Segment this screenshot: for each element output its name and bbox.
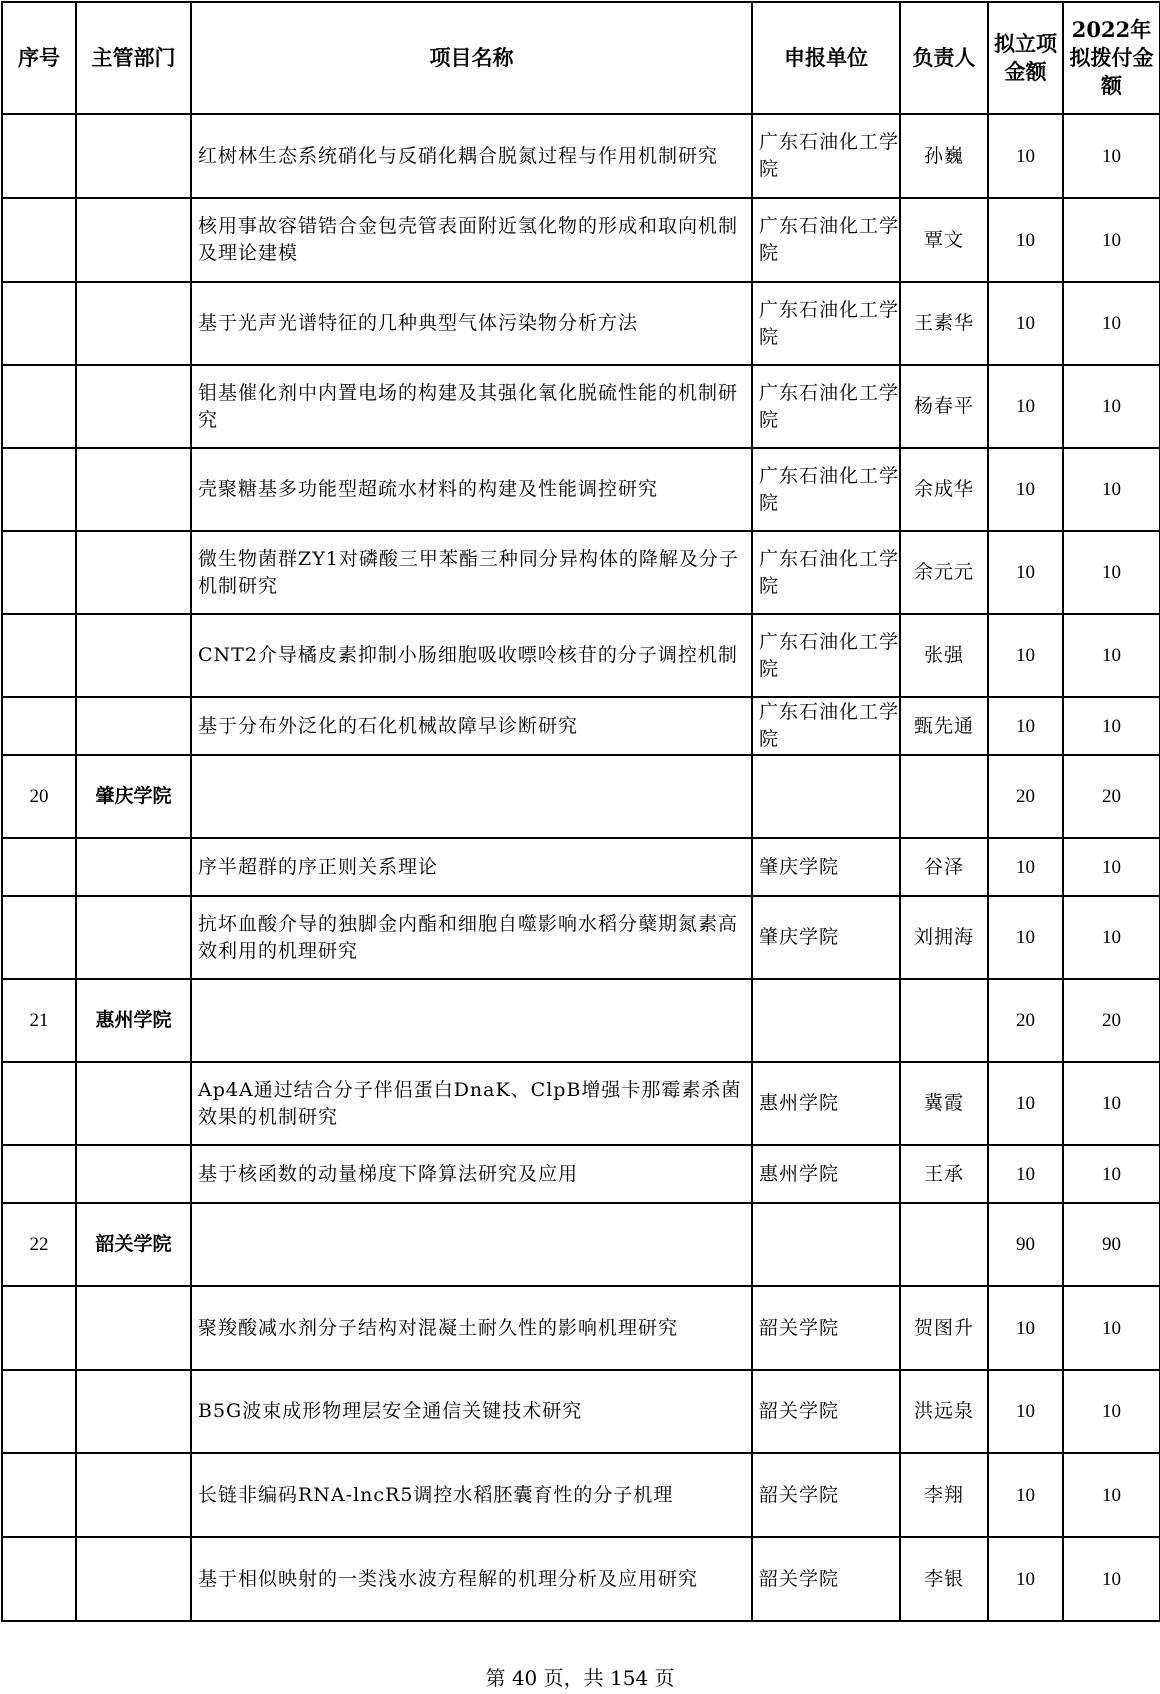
cell-person: 孙巍 bbox=[900, 114, 988, 198]
cell-pay2022: 10 bbox=[1063, 838, 1160, 896]
table-row bbox=[2, 838, 1160, 896]
cell-project-name: 长链非编码RNA-lncR5调控水稻胚囊育性的分子机理 bbox=[191, 1453, 752, 1537]
cell-unit: 韶关学院 bbox=[752, 1453, 900, 1537]
cell-amount: 10 bbox=[988, 531, 1063, 614]
table-row bbox=[2, 1145, 1160, 1203]
cell-unit: 韶关学院 bbox=[752, 1537, 900, 1621]
page-footer: 第 40 页，共 154 页 bbox=[485, 1666, 675, 1690]
header-amount: 拟立项金额 bbox=[988, 2, 1063, 114]
cell-seq bbox=[2, 697, 76, 755]
cell-unit: 肇庆学院 bbox=[752, 896, 900, 979]
cell-dept bbox=[76, 198, 191, 282]
header-person: 负责人 bbox=[900, 2, 988, 114]
cell-unit: 广东石油化工学院 bbox=[752, 448, 900, 531]
cell-amount: 10 bbox=[988, 1370, 1063, 1453]
cell-pay2022: 10 bbox=[1063, 1286, 1160, 1370]
cell-dept bbox=[76, 896, 191, 979]
cell-amount: 10 bbox=[988, 448, 1063, 531]
cell-project-name: 核用事故容错锆合金包壳管表面附近氢化物的形成和取向机制及理论建模 bbox=[191, 198, 752, 282]
table-row bbox=[2, 1370, 1160, 1453]
cell-person: 余元元 bbox=[900, 531, 988, 614]
funding-table bbox=[1, 1, 1160, 1622]
cell-seq bbox=[2, 114, 76, 198]
cell-pay2022: 10 bbox=[1063, 282, 1160, 365]
cell-seq: 21 bbox=[2, 979, 76, 1062]
cell-unit bbox=[752, 755, 900, 838]
cell-dept bbox=[76, 1537, 191, 1621]
cell-unit: 广东石油化工学院 bbox=[752, 198, 900, 282]
table-row bbox=[2, 198, 1160, 282]
cell-person bbox=[900, 755, 988, 838]
cell-seq bbox=[2, 1453, 76, 1537]
cell-person: 贺图升 bbox=[900, 1286, 988, 1370]
cell-amount: 10 bbox=[988, 1062, 1063, 1145]
cell-seq bbox=[2, 896, 76, 979]
cell-amount: 10 bbox=[988, 114, 1063, 198]
cell-person bbox=[900, 1203, 988, 1286]
cell-amount: 90 bbox=[988, 1203, 1063, 1286]
cell-pay2022: 90 bbox=[1063, 1203, 1160, 1286]
cell-project-name bbox=[191, 979, 752, 1062]
cell-project-name: CNT2介导橘皮素抑制小肠细胞吸收嘌呤核苷的分子调控机制 bbox=[191, 614, 752, 697]
table-body bbox=[2, 114, 1160, 1621]
table-row bbox=[2, 531, 1160, 614]
cell-person: 杨春平 bbox=[900, 365, 988, 448]
cell-seq bbox=[2, 1537, 76, 1621]
cell-seq bbox=[2, 1370, 76, 1453]
header-name: 项目名称 bbox=[191, 2, 752, 114]
cell-project-name: 基于分布外泛化的石化机械故障早诊断研究 bbox=[191, 697, 752, 755]
cell-seq bbox=[2, 531, 76, 614]
cell-dept bbox=[76, 365, 191, 448]
cell-dept bbox=[76, 448, 191, 531]
cell-person bbox=[900, 979, 988, 1062]
cell-seq bbox=[2, 282, 76, 365]
cell-seq: 20 bbox=[2, 755, 76, 838]
cell-seq bbox=[2, 1286, 76, 1370]
cell-dept bbox=[76, 1286, 191, 1370]
cell-dept bbox=[76, 1370, 191, 1453]
cell-project-name: 序半超群的序正则关系理论 bbox=[191, 838, 752, 896]
cell-person: 刘拥海 bbox=[900, 896, 988, 979]
cell-dept bbox=[76, 838, 191, 896]
cell-project-name: 基于相似映射的一类浅水波方程解的机理分析及应用研究 bbox=[191, 1537, 752, 1621]
header-row bbox=[2, 2, 1160, 114]
cell-unit: 惠州学院 bbox=[752, 1145, 900, 1203]
cell-pay2022: 10 bbox=[1063, 198, 1160, 282]
cell-seq bbox=[2, 1062, 76, 1145]
cell-pay2022: 10 bbox=[1063, 896, 1160, 979]
cell-person: 张强 bbox=[900, 614, 988, 697]
cell-seq: 22 bbox=[2, 1203, 76, 1286]
cell-dept bbox=[76, 531, 191, 614]
group-row bbox=[2, 979, 1160, 1062]
cell-person: 李银 bbox=[900, 1537, 988, 1621]
cell-seq bbox=[2, 1145, 76, 1203]
cell-project-name: 钼基催化剂中内置电场的构建及其强化氧化脱硫性能的机制研究 bbox=[191, 365, 752, 448]
cell-amount: 10 bbox=[988, 365, 1063, 448]
group-row bbox=[2, 755, 1160, 838]
cell-unit: 广东石油化工学院 bbox=[752, 114, 900, 198]
cell-project-name: 聚羧酸减水剂分子结构对混凝土耐久性的影响机理研究 bbox=[191, 1286, 752, 1370]
table-row bbox=[2, 697, 1160, 755]
cell-dept bbox=[76, 114, 191, 198]
cell-project-name: B5G波束成形物理层安全通信关键技术研究 bbox=[191, 1370, 752, 1453]
cell-unit: 肇庆学院 bbox=[752, 838, 900, 896]
cell-unit: 广东石油化工学院 bbox=[752, 365, 900, 448]
cell-dept bbox=[76, 1145, 191, 1203]
cell-project-name: 红树林生态系统硝化与反硝化耦合脱氮过程与作用机制研究 bbox=[191, 114, 752, 198]
cell-person: 李翔 bbox=[900, 1453, 988, 1537]
table-row bbox=[2, 282, 1160, 365]
group-row bbox=[2, 1203, 1160, 1286]
header-unit: 申报单位 bbox=[752, 2, 900, 114]
cell-unit: 韶关学院 bbox=[752, 1370, 900, 1453]
cell-amount: 10 bbox=[988, 838, 1063, 896]
cell-project-name bbox=[191, 755, 752, 838]
cell-project-name: 壳聚糖基多功能型超疏水材料的构建及性能调控研究 bbox=[191, 448, 752, 531]
cell-amount: 10 bbox=[988, 896, 1063, 979]
cell-pay2022: 20 bbox=[1063, 755, 1160, 838]
cell-pay2022: 10 bbox=[1063, 1537, 1160, 1621]
table-row bbox=[2, 1062, 1160, 1145]
cell-person: 余成华 bbox=[900, 448, 988, 531]
cell-pay2022: 10 bbox=[1063, 1370, 1160, 1453]
cell-seq bbox=[2, 838, 76, 896]
cell-pay2022: 10 bbox=[1063, 1062, 1160, 1145]
cell-dept bbox=[76, 1062, 191, 1145]
table-row bbox=[2, 896, 1160, 979]
table-row bbox=[2, 614, 1160, 697]
cell-project-name bbox=[191, 1203, 752, 1286]
table-row bbox=[2, 448, 1160, 531]
cell-dept: 惠州学院 bbox=[76, 979, 191, 1062]
cell-project-name: 抗坏血酸介导的独脚金内酯和细胞自噬影响水稻分蘖期氮素高效利用的机理研究 bbox=[191, 896, 752, 979]
cell-amount: 20 bbox=[988, 979, 1063, 1062]
cell-pay2022: 20 bbox=[1063, 979, 1160, 1062]
cell-unit bbox=[752, 1203, 900, 1286]
cell-pay2022: 10 bbox=[1063, 365, 1160, 448]
table-row bbox=[2, 1453, 1160, 1537]
table-row bbox=[2, 114, 1160, 198]
cell-project-name: 基于核函数的动量梯度下降算法研究及应用 bbox=[191, 1145, 752, 1203]
cell-person: 覃文 bbox=[900, 198, 988, 282]
header-dept: 主管部门 bbox=[76, 2, 191, 114]
cell-dept bbox=[76, 1453, 191, 1537]
cell-dept: 肇庆学院 bbox=[76, 755, 191, 838]
cell-unit bbox=[752, 979, 900, 1062]
cell-unit: 广东石油化工学院 bbox=[752, 531, 900, 614]
cell-seq bbox=[2, 365, 76, 448]
table-row bbox=[2, 1537, 1160, 1621]
cell-amount: 10 bbox=[988, 1145, 1063, 1203]
cell-person: 谷泽 bbox=[900, 838, 988, 896]
cell-project-name: Ap4A通过结合分子伴侣蛋白DnaK、ClpB增强卡那霉素杀菌效果的机制研究 bbox=[191, 1062, 752, 1145]
cell-project-name: 微生物菌群ZY1对磷酸三甲苯酯三种同分异构体的降解及分子机制研究 bbox=[191, 531, 752, 614]
cell-unit: 广东石油化工学院 bbox=[752, 697, 900, 755]
cell-unit: 惠州学院 bbox=[752, 1062, 900, 1145]
cell-person: 甄先通 bbox=[900, 697, 988, 755]
header-pay2022: 2022年拟拨付金额 bbox=[1063, 2, 1160, 114]
table-row bbox=[2, 1286, 1160, 1370]
cell-amount: 10 bbox=[988, 1286, 1063, 1370]
cell-amount: 10 bbox=[988, 697, 1063, 755]
cell-pay2022: 10 bbox=[1063, 531, 1160, 614]
cell-person: 冀霞 bbox=[900, 1062, 988, 1145]
cell-amount: 10 bbox=[988, 1537, 1063, 1621]
cell-dept bbox=[76, 614, 191, 697]
cell-unit: 广东石油化工学院 bbox=[752, 614, 900, 697]
cell-pay2022: 10 bbox=[1063, 697, 1160, 755]
cell-amount: 10 bbox=[988, 1453, 1063, 1537]
cell-amount: 10 bbox=[988, 198, 1063, 282]
cell-pay2022: 10 bbox=[1063, 448, 1160, 531]
cell-pay2022: 10 bbox=[1063, 1145, 1160, 1203]
table-row bbox=[2, 365, 1160, 448]
cell-pay2022: 10 bbox=[1063, 614, 1160, 697]
cell-dept bbox=[76, 282, 191, 365]
cell-person: 王承 bbox=[900, 1145, 988, 1203]
cell-person: 洪远泉 bbox=[900, 1370, 988, 1453]
cell-pay2022: 10 bbox=[1063, 114, 1160, 198]
cell-amount: 20 bbox=[988, 755, 1063, 838]
cell-dept bbox=[76, 697, 191, 755]
cell-person: 王素华 bbox=[900, 282, 988, 365]
cell-seq bbox=[2, 614, 76, 697]
cell-unit: 韶关学院 bbox=[752, 1286, 900, 1370]
cell-seq bbox=[2, 198, 76, 282]
cell-seq bbox=[2, 448, 76, 531]
cell-amount: 10 bbox=[988, 614, 1063, 697]
header-seq: 序号 bbox=[2, 2, 76, 114]
cell-amount: 10 bbox=[988, 282, 1063, 365]
cell-project-name: 基于光声光谱特征的几种典型气体污染物分析方法 bbox=[191, 282, 752, 365]
cell-unit: 广东石油化工学院 bbox=[752, 282, 900, 365]
cell-pay2022: 10 bbox=[1063, 1453, 1160, 1537]
cell-dept: 韶关学院 bbox=[76, 1203, 191, 1286]
